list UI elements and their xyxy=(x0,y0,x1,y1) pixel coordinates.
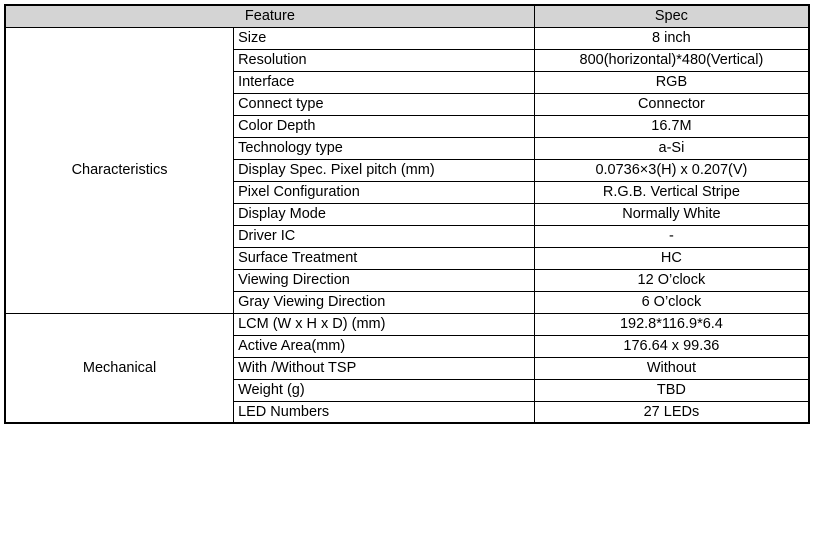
spec-value-cell: RGB xyxy=(534,71,809,93)
spec-value-cell: 12 O’clock xyxy=(534,269,809,291)
feature-name-cell: Connect type xyxy=(234,93,535,115)
feature-name-cell: Color Depth xyxy=(234,115,535,137)
feature-name-cell: Resolution xyxy=(234,49,535,71)
feature-name-cell: Driver IC xyxy=(234,225,535,247)
feature-name-cell: Gray Viewing Direction xyxy=(234,291,535,313)
feature-name-cell: Viewing Direction xyxy=(234,269,535,291)
feature-name-cell: Weight (g) xyxy=(234,379,535,401)
feature-name-cell: LCM (W x H x D) (mm) xyxy=(234,313,535,335)
specification-table xyxy=(4,4,810,424)
header-feature: Feature xyxy=(5,5,534,27)
feature-name-cell: Pixel Configuration xyxy=(234,181,535,203)
spec-value-cell: 0.0736×3(H) x 0.207(V) xyxy=(534,159,809,181)
feature-name-cell: With /Without TSP xyxy=(234,357,535,379)
spec-value-cell: 6 O’clock xyxy=(534,291,809,313)
spec-value-cell: a-Si xyxy=(534,137,809,159)
feature-name-cell: Interface xyxy=(234,71,535,93)
table-body xyxy=(5,27,809,423)
spec-value-cell: 27 LEDs xyxy=(534,401,809,423)
group-label: Characteristics xyxy=(5,27,234,313)
table-row xyxy=(5,313,809,335)
feature-name-cell: Size xyxy=(234,27,535,49)
feature-name-cell: LED Numbers xyxy=(234,401,535,423)
feature-name-cell: Surface Treatment xyxy=(234,247,535,269)
table-header xyxy=(5,5,809,27)
group-label: Mechanical xyxy=(5,313,234,423)
feature-name-cell: Active Area(mm) xyxy=(234,335,535,357)
spec-value-cell: TBD xyxy=(534,379,809,401)
spec-value-cell: 192.8*116.9*6.4 xyxy=(534,313,809,335)
spec-value-cell: Connector xyxy=(534,93,809,115)
spec-value-cell: Normally White xyxy=(534,203,809,225)
spec-value-cell: Without xyxy=(534,357,809,379)
table-row xyxy=(5,27,809,49)
feature-name-cell: Display Spec. Pixel pitch (mm) xyxy=(234,159,535,181)
table-header-row xyxy=(5,5,809,27)
spec-value-cell: 8 inch xyxy=(534,27,809,49)
spec-value-cell: 16.7M xyxy=(534,115,809,137)
spec-value-cell: - xyxy=(534,225,809,247)
spec-value-cell: R.G.B. Vertical Stripe xyxy=(534,181,809,203)
spec-value-cell: 800(horizontal)*480(Vertical) xyxy=(534,49,809,71)
spec-value-cell: 176.64 x 99.36 xyxy=(534,335,809,357)
feature-name-cell: Display Mode xyxy=(234,203,535,225)
header-spec: Spec xyxy=(534,5,809,27)
spec-value-cell: HC xyxy=(534,247,809,269)
feature-name-cell: Technology type xyxy=(234,137,535,159)
